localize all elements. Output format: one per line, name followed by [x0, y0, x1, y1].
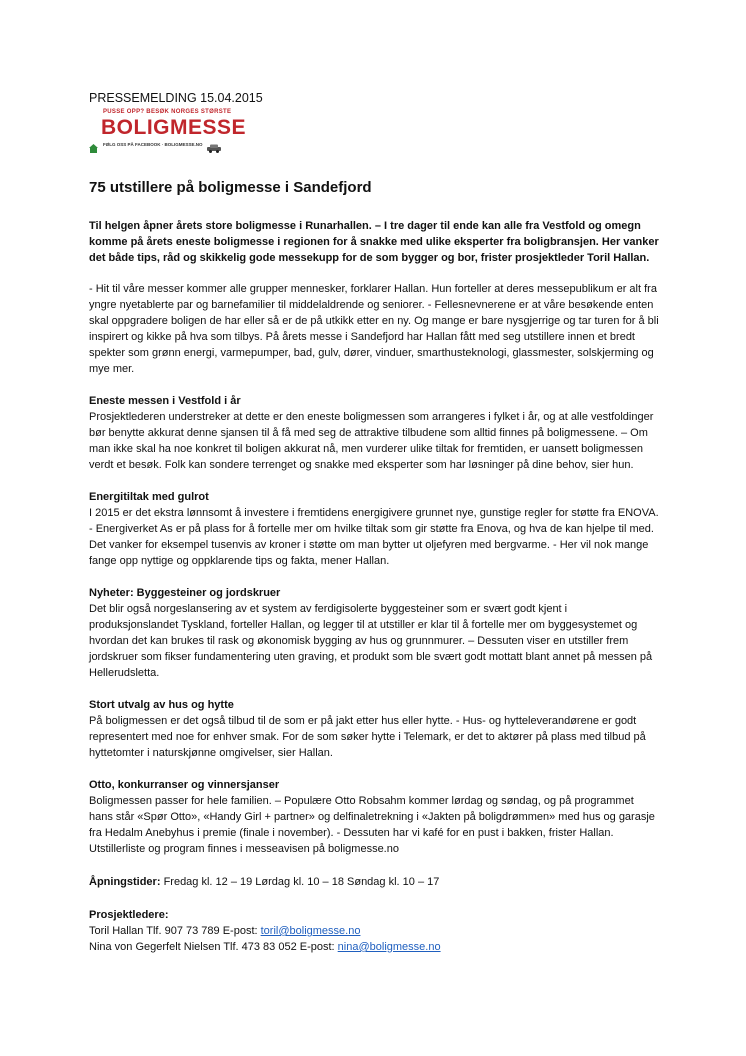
- contact-text: Toril Hallan Tlf. 907 73 789 E-post:: [89, 925, 261, 937]
- section-heading: Eneste messen i Vestfold i år: [89, 395, 241, 407]
- section-heading: Nyheter: Byggesteiner og jordskruer: [89, 587, 281, 599]
- contact-line: [89, 923, 659, 939]
- press-release-page: [89, 90, 659, 955]
- section-body: Det blir også norgeslansering av et system av ferdigisolerte byggesteiner som er svært godt kjent i produksjonslandet Tyskland, forteller Hallan, og legger til at utstiller er klar til å fortelle mer om byggesystemet og hvordan det kan brukes til rask og økonomisk bygging av hus og grunnmurer. – Dessuten viser en utstiller frem jordskruer som fikser fundamentering uten graving, et produkt som ble svært godt mottatt blant annet på messen på Hellerudsletta.: [89, 603, 653, 679]
- section-body: I 2015 er det ekstra lønnsomt å investere i fremtidens energigivere grunnet nye, gunstige regler for støtte fra ENOVA. - Energiverket As er på plass for å fortelle mer om hvilke tiltak som gir støtte fra Enova, og hva de kan hjelpe til med. Det vanker for eksempel tusenvis av kroner i støtte om man bytter ut oljefyren med bergvarme. - Her vil nok mange fange opp nyttige og oppklarende tips og fakta, mener Hallan.: [89, 507, 659, 567]
- opening-hours: [89, 874, 659, 890]
- section-body: På boligmessen er det også tilbud til de som er på jakt etter hus eller hytte. - Hus- og hytteleverandørene er godt representert med noe for enhver smak. For de som søker hytte i Telemark, er det to aktører på plass med tilbud på hyttetomter i naturskjønne omgivelser, sier Hallan.: [89, 715, 646, 759]
- intro-paragraph: - Hit til våre messer kommer alle grupper mennesker, forklarer Hallan. Hun forteller at deres messepublikum er alt fra yngre nyetablerte par og barnefamilier til middelaldrende og seniorer. - Fellesnevnerene er at våre besøkende enten skal oppgradere boligen de har eller så er de på utkikk etter en ny. Og mange er bare nysgjerrige og tar turen for å bli inspirert og kikke på hva som tilbys. På årets messe i Sandefjord har Hallan fått med seg utstillere innen et bredt spekter som grønn energi, varmepumper, bad, gulv, dører, vinduer, smarthusteknologi, glassmester, solskjerming og mye mer.: [89, 283, 659, 375]
- section-eneste-messen: [89, 393, 659, 473]
- lead-paragraph: Til helgen åpner årets store boligmesse i Runarhallen. – I tre dager til ende kan alle fra Vestfold og omegn komme på årets eneste boligmesse i regionen for å snakke med ulike eksperter fra boligbransjen. Her vanker det både tips, råd og skikkelig gode messekupp for de som bygger og bor, frister prosjektleder Toril Hallan.: [89, 220, 659, 264]
- house-icon: [89, 144, 98, 153]
- section-heading: Energitiltak med gulrot: [89, 491, 209, 503]
- contacts-heading: Prosjektledere:: [89, 909, 169, 921]
- contacts: [89, 907, 659, 955]
- email-link-nina[interactable]: nina@boligmesse.no: [337, 941, 441, 953]
- page-title: 75 utstillere på boligmesse i Sandefjord: [89, 179, 372, 196]
- logo-tagline: PUSSE OPP? BESØK NORGES STØRSTE: [103, 109, 232, 115]
- logo-wordmark: BOLIGMESSE: [101, 116, 247, 139]
- section-heading: Otto, konkurranser og vinnersjanser: [89, 779, 280, 791]
- car-icon: [207, 144, 221, 153]
- opening-hours-label: Åpningstider:: [89, 876, 161, 888]
- section-energitiltak: [89, 489, 659, 569]
- section-body: Prosjektlederen understreker at dette er den eneste boligmessen som arrangeres i fylket i år, og at alle vestfoldinger bør benytte akkurat denne sjansen til å få med seg de attraktive tilbudene som alltid finnes på boligmessene. – Om man ikke skal ha noe konkret til boligen akkurat nå, men vurderer ulike tiltak for fremtiden, er uansett boligmessen verdt et besøk. Folk kan sondere terrenget og snakke med eksperter som har løsninger på dine behov, sier hun.: [89, 411, 654, 471]
- section-body: Boligmessen passer for hele familien. – Populære Otto Robsahm kommer lørdag og søndag, og på programmet hans står «Spør Otto», «Handy Girl + partner» og delfinaletrekning i «Jakten på boligdrømmen» med hus og garasje fra Hedalm Anebyhus i premie (finale i november). - Dessuten har vi kafé for en pust i bakken, frister Hallan. Utstillerliste og program finnes i messeavisen på boligmesse.no: [89, 795, 655, 855]
- opening-hours-text: Fredag kl. 12 – 19 Lørdag kl. 10 – 18 Søndag kl. 10 – 17: [163, 876, 440, 888]
- logo-footer: FØLG OSS PÅ FACEBOOK · BOLIGMESSE.NO: [103, 142, 203, 147]
- section-heading: Stort utvalg av hus og hytte: [89, 699, 234, 711]
- dateline: PRESSEMELDING 15.04.2015: [89, 91, 263, 105]
- section-otto: [89, 777, 659, 857]
- boligmesse-logo: [89, 108, 247, 154]
- section-hus-og-hytte: [89, 697, 659, 761]
- email-link-toril[interactable]: toril@boligmesse.no: [260, 925, 361, 937]
- section-nyheter: [89, 585, 659, 681]
- contact-text: Nina von Gegerfelt Nielsen Tlf. 473 83 052 E-post:: [89, 941, 338, 953]
- contact-line: [89, 939, 659, 955]
